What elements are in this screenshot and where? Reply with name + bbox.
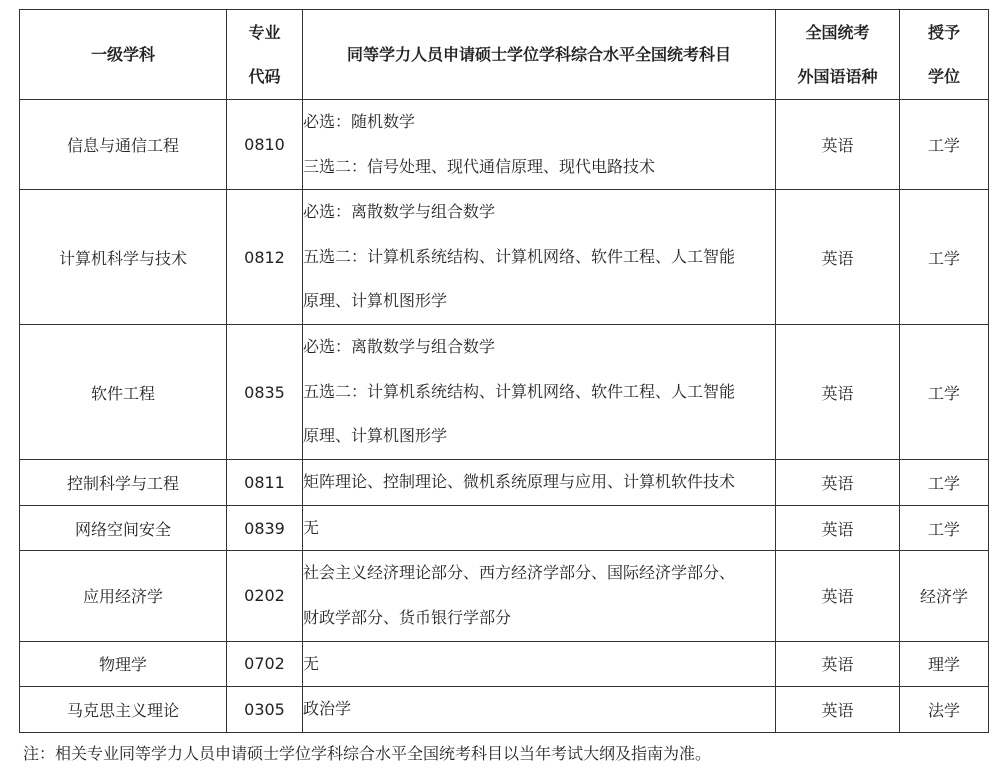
table-row xyxy=(20,687,989,733)
table-row xyxy=(20,551,989,641)
subjects-cell: 必选：离散数学与组合数学 五选二：计算机系统结构、计算机网络、软件工程、人工智能 原理、计算机图形学 xyxy=(303,190,776,325)
language-cell: 英语 xyxy=(776,687,900,733)
subjects-cell: 必选：离散数学与组合数学 五选二：计算机系统结构、计算机网络、软件工程、人工智能 原理、计算机图形学 xyxy=(303,325,776,460)
discipline-cell: 计算机科学与技术 xyxy=(20,190,227,325)
code-cell: 0835 xyxy=(227,325,303,460)
language-cell: 英语 xyxy=(776,551,900,641)
header-row xyxy=(20,10,989,100)
subject-table xyxy=(19,9,989,733)
header-code: 专业 代码 xyxy=(227,10,303,100)
language-cell: 英语 xyxy=(776,460,900,506)
subjects-cell: 无 xyxy=(303,505,776,551)
table-row xyxy=(20,190,989,325)
header-discipline: 一级学科 xyxy=(20,10,227,100)
discipline-cell: 软件工程 xyxy=(20,325,227,460)
degree-cell: 工学 xyxy=(900,100,989,190)
subjects-cell: 矩阵理论、控制理论、微机系统原理与应用、计算机软件技术 xyxy=(303,460,776,506)
subjects-cell: 必选：随机数学 三选二：信号处理、现代通信原理、现代电路技术 xyxy=(303,100,776,190)
code-cell: 0839 xyxy=(227,505,303,551)
discipline-cell: 马克思主义理论 xyxy=(20,687,227,733)
language-cell: 英语 xyxy=(776,505,900,551)
subjects-cell: 无 xyxy=(303,641,776,687)
discipline-cell: 物理学 xyxy=(20,641,227,687)
degree-cell: 经济学 xyxy=(900,551,989,641)
discipline-cell: 网络空间安全 xyxy=(20,505,227,551)
table-row xyxy=(20,505,989,551)
subjects-cell: 社会主义经济理论部分、西方经济学部分、国际经济学部分、 财政学部分、货币银行学部分 xyxy=(303,551,776,641)
header-language: 全国统考 外国语语种 xyxy=(776,10,900,100)
code-cell: 0812 xyxy=(227,190,303,325)
language-cell: 英语 xyxy=(776,325,900,460)
footnote: 注：相关专业同等学力人员申请硕士学位学科综合水平全国统考科目以当年考试大纲及指南为准。 xyxy=(23,744,712,763)
degree-cell: 理学 xyxy=(900,641,989,687)
degree-cell: 工学 xyxy=(900,190,989,325)
degree-cell: 工学 xyxy=(900,325,989,460)
code-cell: 0810 xyxy=(227,100,303,190)
discipline-cell: 信息与通信工程 xyxy=(20,100,227,190)
code-cell: 0202 xyxy=(227,551,303,641)
language-cell: 英语 xyxy=(776,641,900,687)
subjects-cell: 政治学 xyxy=(303,687,776,733)
degree-cell: 工学 xyxy=(900,505,989,551)
language-cell: 英语 xyxy=(776,190,900,325)
code-cell: 0702 xyxy=(227,641,303,687)
code-cell: 0811 xyxy=(227,460,303,506)
degree-cell: 工学 xyxy=(900,460,989,506)
language-cell: 英语 xyxy=(776,100,900,190)
table-row xyxy=(20,100,989,190)
table-row xyxy=(20,641,989,687)
degree-cell: 法学 xyxy=(900,687,989,733)
header-subjects: 同等学力人员申请硕士学位学科综合水平全国统考科目 xyxy=(303,10,776,100)
table-row xyxy=(20,325,989,460)
discipline-cell: 应用经济学 xyxy=(20,551,227,641)
discipline-cell: 控制科学与工程 xyxy=(20,460,227,506)
table-row xyxy=(20,460,989,506)
code-cell: 0305 xyxy=(227,687,303,733)
header-degree: 授予 学位 xyxy=(900,10,989,100)
